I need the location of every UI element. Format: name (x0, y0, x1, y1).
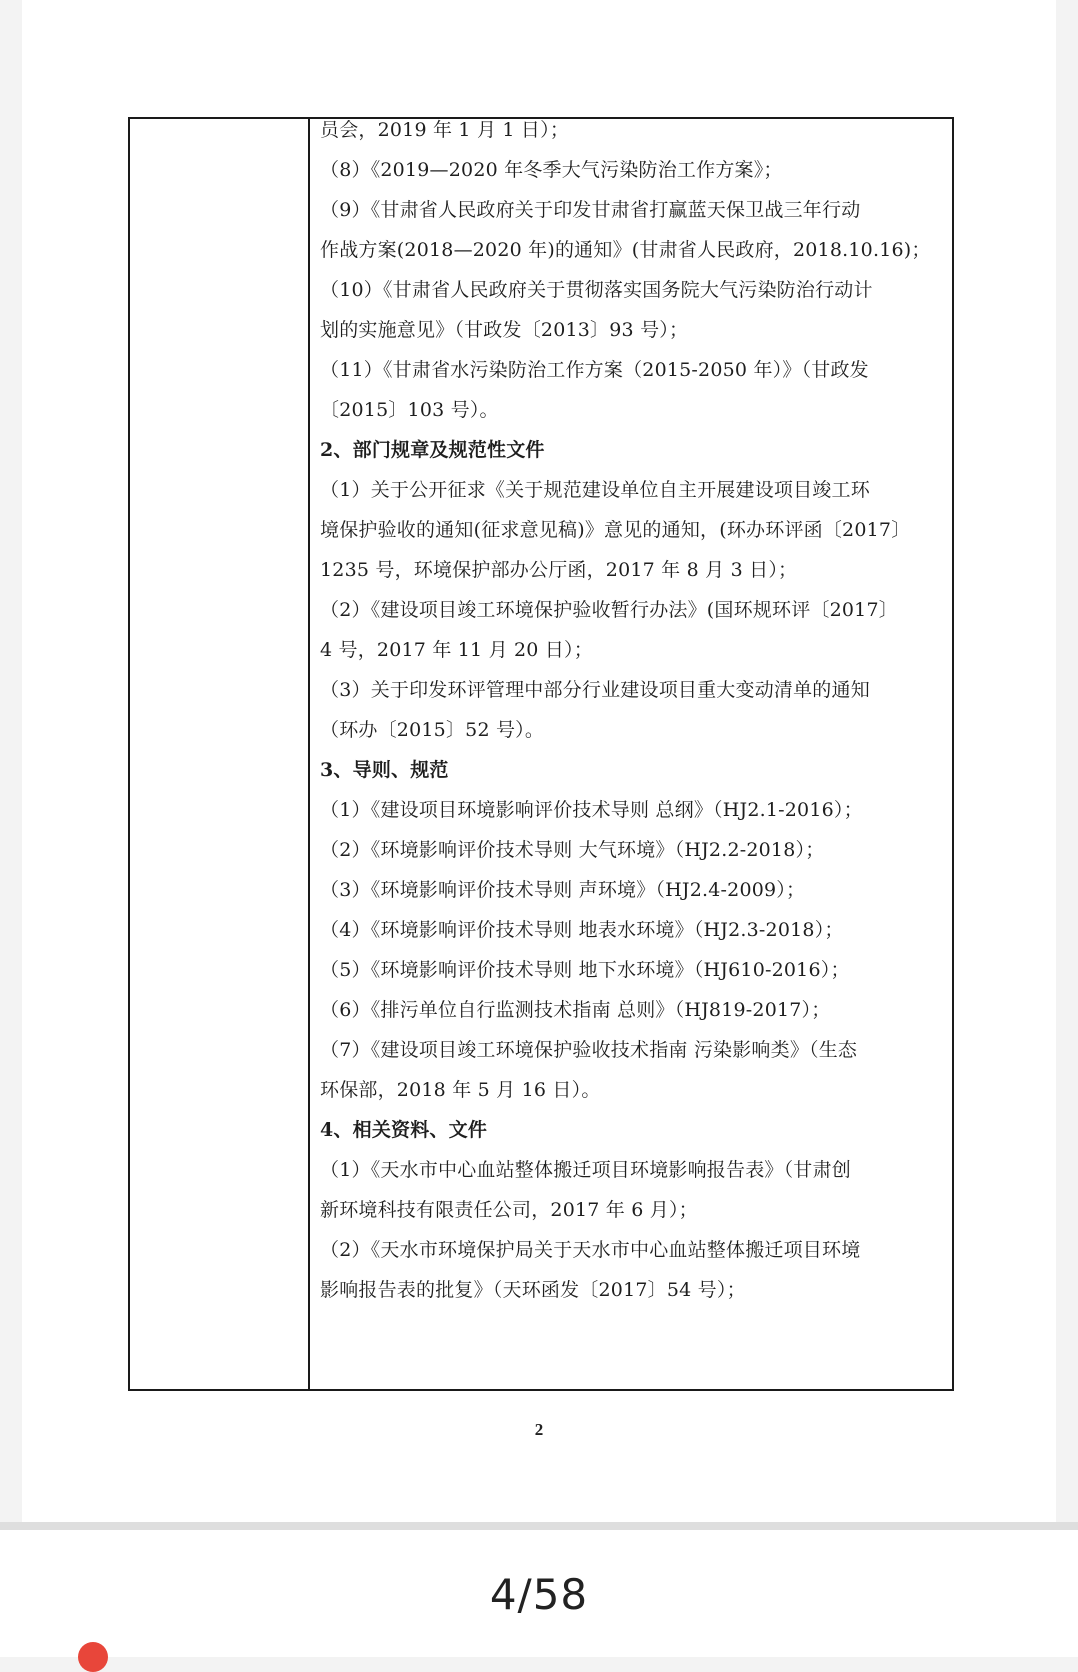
floating-action-button[interactable] (78, 1642, 108, 1672)
section-heading: 4、相关资料、文件 (320, 1119, 488, 1141)
text-line: 4 号，2017 年 11 月 20 日）； (320, 639, 593, 661)
text-line: 新环境科技有限责任公司，2017 年 6 月）； (320, 1199, 698, 1221)
text-line: 境保护验收的通知(征求意见稿)》意见的通知，(环办环评函〔2017〕 (320, 519, 911, 541)
table-left-column (130, 119, 310, 1389)
text-line: （2）《天水市环境保护局关于天水市中心血站整体搬迁项目环境 (320, 1239, 861, 1261)
text-line: 划的实施意见》（甘政发〔2013〕93 号）； (320, 319, 689, 341)
text-line: （1）《建设项目环境影响评价技术导则 总纲》（HJ2.1-2016）； (320, 799, 863, 821)
section-heading: 3、导则、规范 (320, 759, 449, 781)
page-divider (0, 1522, 1078, 1530)
text-line: 1235 号，环境保护部办公厅函，2017 年 8 月 3 日）； (320, 559, 798, 581)
text-line: （6）《排污单位自行监测技术指南 总则》（HJ819-2017）； (320, 999, 831, 1021)
text-line: （8）《2019—2020 年冬季大气污染防治工作方案》； (320, 159, 783, 181)
text-line: （5）《环境影响评价技术导则 地下水环境》（HJ610-2016）； (320, 959, 850, 981)
text-line: （7）《建设项目竣工环境保护验收技术指南 污染影响类》（生态 (320, 1039, 858, 1061)
text-line: （3）关于印发环评管理中部分行业建设项目重大变动清单的通知 (320, 679, 870, 701)
table-right-column (310, 119, 952, 1389)
text-line: （3）《环境影响评价技术导则 声环境》（HJ2.4-2009）； (320, 879, 806, 901)
text-line: （10）《甘肃省人民政府关于贯彻落实国务院大气污染防治行动计 (320, 279, 873, 301)
text-line: 员会，2019 年 1 月 1 日）； (320, 119, 570, 141)
section-heading: 2、部门规章及规范性文件 (320, 439, 545, 461)
text-line: 〔2015〕103 号）。 (320, 399, 499, 421)
text-line: （9）《甘肃省人民政府关于印发甘肃省打赢蓝天保卫战三年行动 (320, 199, 861, 221)
document-page (22, 0, 1056, 1522)
text-line: （环办〔2015〕52 号）。 (320, 719, 545, 741)
text-line: （11）《甘肃省水污染防治工作方案（2015-2050 年）》（甘政发 (320, 359, 869, 381)
text-line: 影响报告表的批复》（天环函发〔2017〕54 号）； (320, 1279, 746, 1301)
content-table (128, 117, 954, 1391)
text-line: （1）《天水市中心血站整体搬迁项目环境影响报告表》（甘肃创 (320, 1159, 851, 1181)
text-line: （4）《环境影响评价技术导则 地表水环境》（HJ2.3-2018）； (320, 919, 844, 941)
text-line: （2）《环境影响评价技术导则 大气环境》（HJ2.2-2018）； (320, 839, 825, 861)
page-number: 2 (534, 1420, 544, 1439)
text-line: 环保部，2018 年 5 月 16 日）。 (320, 1079, 601, 1101)
page-indicator[interactable]: 4/58 (489, 1570, 589, 1619)
text-line: （2）《建设项目竣工环境保护验收暂行办法》(国环规环评〔2017〕 (320, 599, 898, 621)
text-line: 作战方案(2018—2020 年)的通知》(甘肃省人民政府，2018.10.16)； (320, 239, 931, 261)
text-line: （1）关于公开征求《关于规范建设单位自主开展建设项目竣工环 (320, 479, 870, 501)
